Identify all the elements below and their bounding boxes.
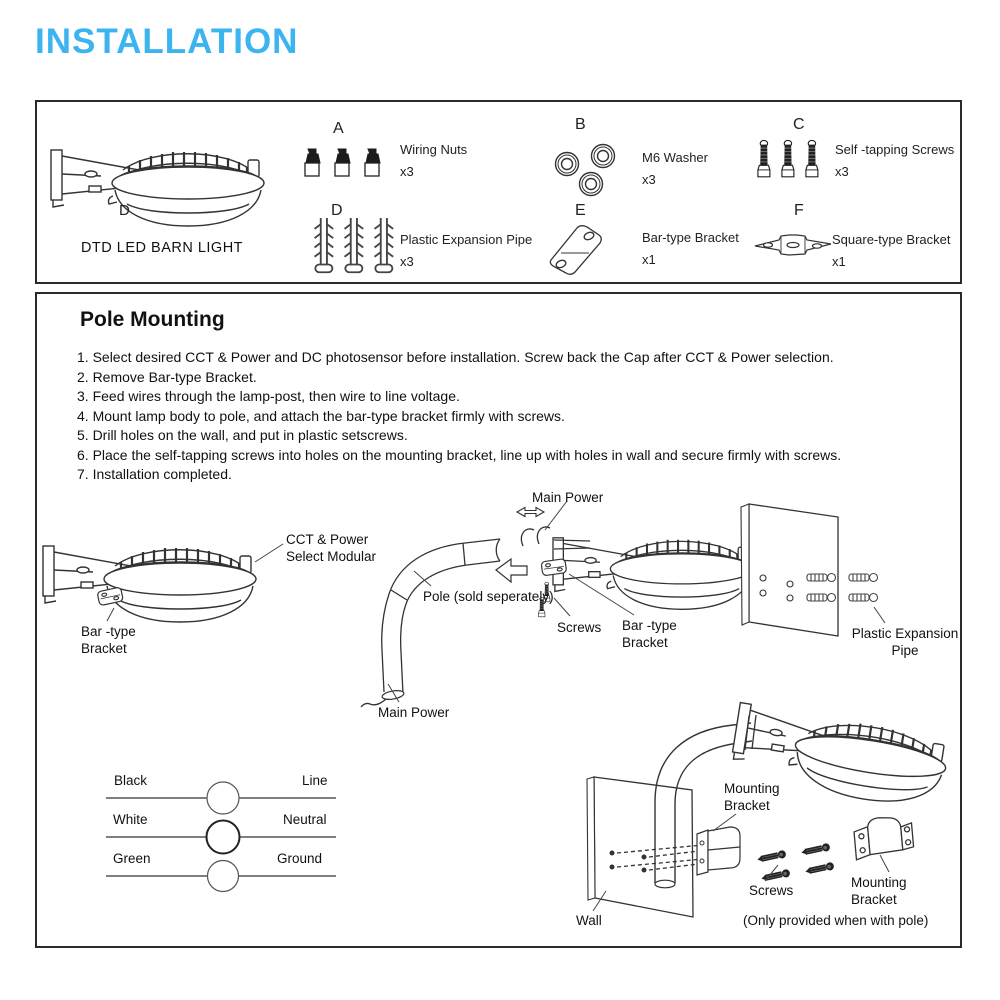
part-qty-a: x3 [400, 164, 414, 179]
part-qty-e: x1 [642, 252, 656, 267]
label-pole-only-note: (Only provided when with pole) [743, 913, 929, 928]
part-name-b: M6 Washer x3 [642, 150, 708, 187]
label-main-power-bottom: Main Power [378, 705, 450, 720]
part-letter-c: C [793, 116, 805, 133]
label-bar-bracket-1: Bar -type Bracket [81, 624, 136, 656]
step-6: 6. Place the self-tapping screws into holes on the mounting bracket, line up with holes in wall and secure firmly with screws. [77, 446, 842, 463]
label-mounting-bracket-1: Mounting Bracket [724, 781, 780, 813]
bar-bracket-icon [545, 220, 607, 283]
step-4: 4. Mount lamp body to pole, and attach the bar-type bracket firmly with screws. [77, 407, 565, 424]
part-qty-d: x3 [400, 254, 414, 269]
wire-color-black: Black [114, 773, 148, 788]
wire-terminal-line: Line [302, 773, 328, 788]
section-heading: Pole Mounting [80, 308, 225, 331]
diagram-area [37, 484, 960, 946]
square-bracket-icon [751, 230, 835, 265]
step-3: 3. Feed wires through the lamp-post, then wire to line voltage. [77, 388, 460, 404]
wire-color-green: Green [113, 851, 151, 866]
step-7: 7. Installation completed. [77, 466, 232, 482]
part-name-c: Self -tapping Screws x3 [835, 142, 955, 179]
label-screws-bottom: Screws [749, 883, 794, 898]
wire-color-white: White [113, 812, 148, 827]
label-screws-mid: Screws [557, 620, 602, 635]
barn-light-illustration [45, 110, 275, 240]
part-qty-c: x3 [835, 164, 849, 179]
part-letter-a: A [333, 120, 344, 137]
product-label: DTD LED BARN LIGHT [80, 240, 244, 256]
step-2: 2. Remove Bar-type Bracket. [77, 368, 257, 385]
part-qty-b: x3 [642, 172, 656, 187]
page-title: INSTALLATION [35, 22, 299, 61]
part-letter-b: B [575, 116, 586, 133]
installation-diagram [37, 484, 960, 946]
washer-icon [553, 142, 631, 203]
step-5: 5. Drill holes on the wall, and put in plastic setscrews. [77, 427, 408, 443]
instruction-steps [77, 348, 957, 485]
wire-nut-icon [301, 142, 397, 189]
part-letter-e: E [575, 202, 586, 219]
wire-terminal-neutral: Neutral [283, 812, 327, 827]
label-pole-note: Pole (sold seperately) [423, 589, 554, 604]
label-expansion-pipe: Plastic Expansion Pipe [851, 626, 959, 658]
part-name-e: Bar-type Bracket x1 [642, 230, 739, 267]
part-letter-d: D [331, 202, 343, 219]
lamp-annotation-d: D [119, 202, 130, 219]
step-1: 1. Select desired CCT & Power and DC photosensor before installation. Screw back the Cap after CCT & Power selection. [77, 349, 834, 365]
label-main-power-top: Main Power [532, 490, 604, 505]
pole-mounting-section [35, 292, 962, 948]
label-bar-bracket-2: Bar -type Bracket [622, 618, 677, 650]
part-letter-f: F [794, 202, 804, 219]
part-qty-f: x1 [832, 254, 846, 269]
label-wall: Wall [576, 913, 602, 928]
part-name-d: Plastic Expansion Pipe x3 [400, 232, 533, 269]
label-mounting-bracket-2: Mounting Bracket [851, 875, 907, 907]
part-name-f: Square-type Bracket x1 [832, 232, 951, 269]
label-cct-power-module: CCT & Power Select Modular [286, 532, 377, 564]
expansion-anchor-icon [309, 214, 405, 285]
part-name-a: Wiring Nuts x3 [400, 142, 468, 179]
screw-icon [755, 138, 827, 191]
wire-terminal-ground: Ground [277, 851, 323, 866]
parts-box [35, 100, 962, 284]
